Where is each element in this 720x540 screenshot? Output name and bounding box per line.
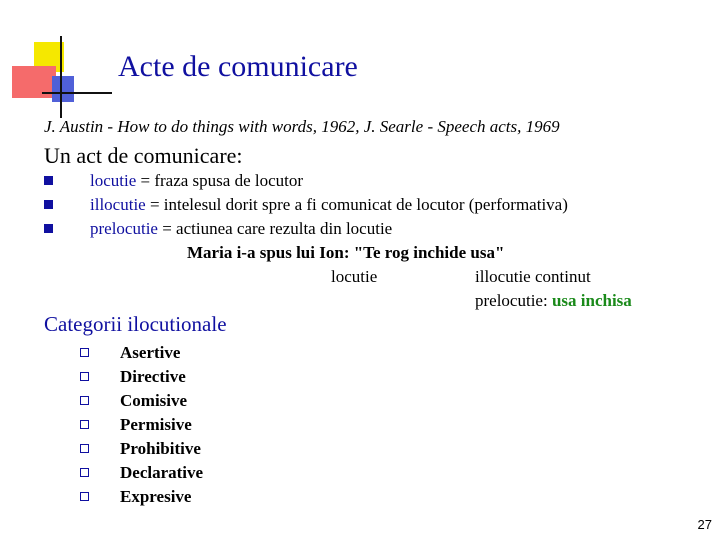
bullet-locutie xyxy=(44,171,303,191)
category-item xyxy=(80,391,187,411)
square-bullet-icon xyxy=(44,200,53,209)
category-label: Comisive xyxy=(120,391,188,410)
category-label: Expresive xyxy=(120,487,192,506)
bullet-prelocutie xyxy=(44,219,392,239)
prelocutie-value: usa inchisa xyxy=(551,291,632,310)
category-label: Declarative xyxy=(120,463,204,482)
example-quote: : "Te rog inchide usa" xyxy=(343,243,505,262)
page-number: 27 xyxy=(697,517,712,532)
category-item xyxy=(80,415,192,435)
bullet-term: locutie xyxy=(90,171,137,190)
label-illocutie: illocutie continut xyxy=(475,267,591,286)
category-label: Asertive xyxy=(120,343,181,362)
slide-title: Acte de comunicare xyxy=(118,50,358,83)
category-item xyxy=(80,439,201,459)
label-prelocutie: prelocutie: xyxy=(475,291,552,310)
references-line: J. Austin - How to do things with words, 1962, J. Searle - Speech acts, 1969 xyxy=(44,117,560,136)
category-item xyxy=(80,487,191,507)
hollow-square-bullet-icon xyxy=(80,468,89,477)
category-item xyxy=(80,367,186,387)
section-subtitle: Un act de comunicare: xyxy=(44,143,243,168)
label-prelocutie-row xyxy=(475,291,632,311)
hollow-square-bullet-icon xyxy=(80,396,89,405)
hollow-square-bullet-icon xyxy=(80,444,89,453)
category-item xyxy=(80,463,203,483)
category-label: Permisive xyxy=(120,415,192,434)
category-label: Prohibitive xyxy=(120,439,201,458)
label-locutie: locutie xyxy=(331,267,378,286)
example-speaker: Maria i-a spus lui Ion xyxy=(187,243,344,262)
square-bullet-icon xyxy=(44,176,53,185)
logo-vertical-line xyxy=(60,36,62,118)
example-sentence xyxy=(187,243,504,263)
category-item xyxy=(80,343,180,363)
hollow-square-bullet-icon xyxy=(80,372,89,381)
hollow-square-bullet-icon xyxy=(80,420,89,429)
bullet-term: prelocutie xyxy=(90,219,158,238)
bullet-text: = intelesul dorit spre a fi comunicat de locutor (performativa) xyxy=(145,195,568,214)
logo-horizontal-line xyxy=(42,92,112,94)
bullet-term: illocutie xyxy=(90,195,146,214)
bullet-text: = fraza spusa de locutor xyxy=(136,171,304,190)
logo-blue-square xyxy=(52,76,74,102)
square-bullet-icon xyxy=(44,224,53,233)
category-label: Directive xyxy=(120,367,186,386)
bullet-illocutie xyxy=(44,195,568,215)
hollow-square-bullet-icon xyxy=(80,348,89,357)
bullet-text: = actiunea care rezulta din locutie xyxy=(157,219,393,238)
categories-title: Categorii ilocutionale xyxy=(44,312,227,336)
hollow-square-bullet-icon xyxy=(80,492,89,501)
